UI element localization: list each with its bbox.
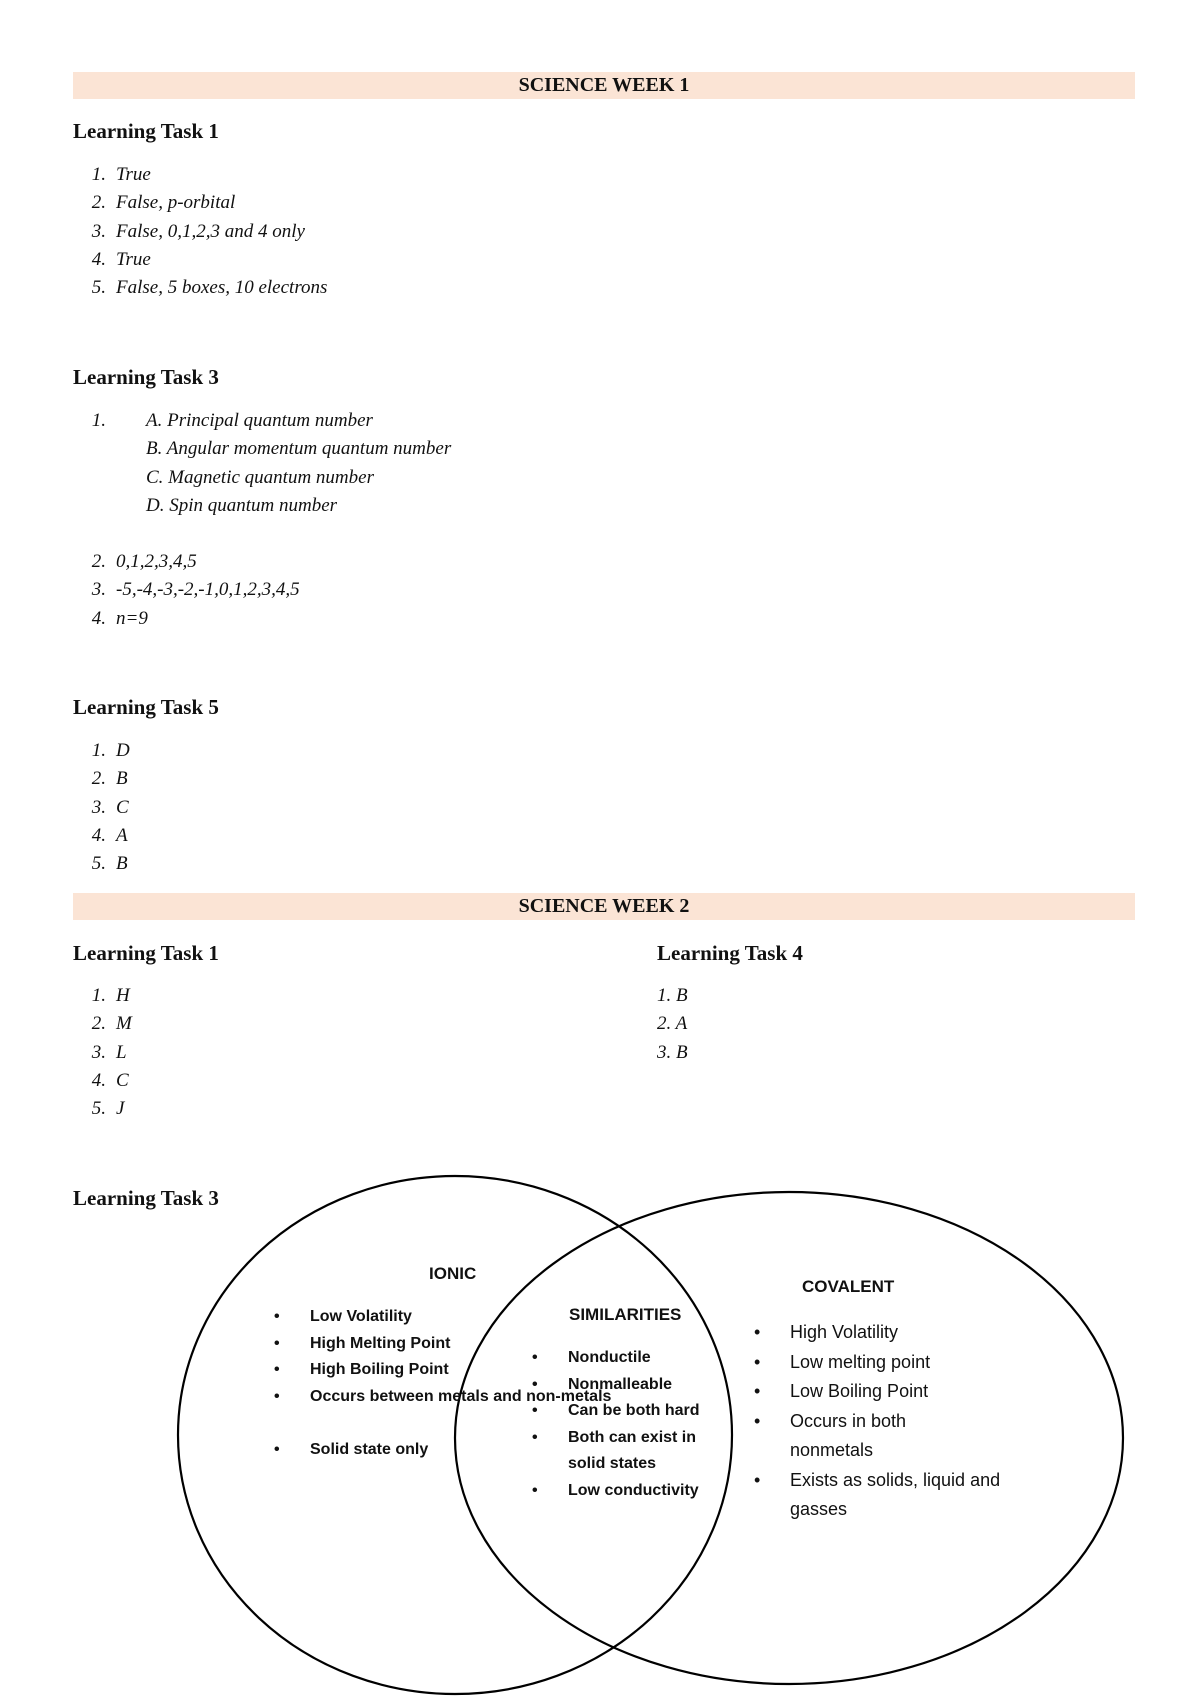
- list-item: • Occurs between metals and non-metals: [272, 1384, 490, 1411]
- list-item: • Solid state only: [272, 1437, 512, 1464]
- week2-task1-heading: Learning Task 1: [73, 941, 219, 965]
- list-item: • Low Volatility: [272, 1304, 512, 1331]
- list-item: • High Melting Point: [272, 1331, 512, 1358]
- list-item: • High Volatility: [752, 1318, 1012, 1348]
- list-item: D. Spin quantum number: [146, 494, 338, 516]
- bullet-icon: •: [754, 1469, 761, 1490]
- list-item: • Nonmalleable: [530, 1372, 735, 1399]
- bullet-icon: •: [532, 1349, 538, 1366]
- list-item: 2. A: [657, 1013, 688, 1035]
- list-item: • Low melting point: [752, 1348, 1012, 1378]
- week1-task3-heading: Learning Task 3: [73, 365, 219, 389]
- list-item: 1. B: [657, 985, 688, 1006]
- bullet-icon: •: [532, 1481, 538, 1499]
- bullet-icon: •: [274, 1387, 280, 1405]
- week1-header: SCIENCE WEEK 1: [73, 72, 1135, 99]
- list-item: • Occurs in both nonmetals: [752, 1407, 970, 1466]
- bullet-icon: •: [274, 1334, 280, 1352]
- bullet-icon: •: [274, 1308, 280, 1325]
- bullet-icon: •: [274, 1440, 280, 1458]
- list-item: • Both can exist in solid states: [530, 1425, 708, 1478]
- bullet-icon: •: [754, 1322, 761, 1342]
- bullet-icon: •: [532, 1375, 538, 1393]
- bullet-icon: •: [754, 1410, 761, 1431]
- list-item: • High Boiling Point: [272, 1357, 512, 1384]
- list-item: B. Angular momentum quantum number: [146, 438, 452, 460]
- week2-task3-heading: Learning Task 3: [73, 1186, 219, 1210]
- week2-task4-heading: Learning Task 4: [657, 941, 803, 965]
- bullet-icon: •: [754, 1381, 761, 1401]
- bullet-icon: •: [532, 1428, 538, 1446]
- week1-task1-heading: Learning Task 1: [73, 119, 219, 143]
- list-item: 3. B: [657, 1041, 688, 1063]
- bullet-icon: •: [532, 1402, 538, 1419]
- list-item: • Nonductile: [530, 1345, 735, 1372]
- similarities-title: SIMILARITIES: [569, 1305, 682, 1324]
- list-item: • Exists as solids, liquid and gasses: [752, 1466, 1020, 1525]
- week1-task5-heading: Learning Task 5: [73, 695, 219, 719]
- similarities-list: [530, 1345, 735, 1504]
- list-item: A. Principal quantum number: [146, 410, 373, 431]
- bullet-icon: •: [274, 1361, 280, 1378]
- week2-header: SCIENCE WEEK 2: [73, 893, 1135, 920]
- list-item: • Can be both hard: [530, 1398, 735, 1425]
- bullet-icon: •: [754, 1351, 761, 1372]
- list-item: • Low conductivity: [530, 1478, 735, 1505]
- list-item: • Low Boiling Point: [752, 1377, 1012, 1407]
- list-item: C. Magnetic quantum number: [146, 466, 374, 488]
- covalent-list: [752, 1318, 1012, 1525]
- ionic-title: IONIC: [429, 1264, 477, 1283]
- covalent-title: COVALENT: [802, 1277, 895, 1296]
